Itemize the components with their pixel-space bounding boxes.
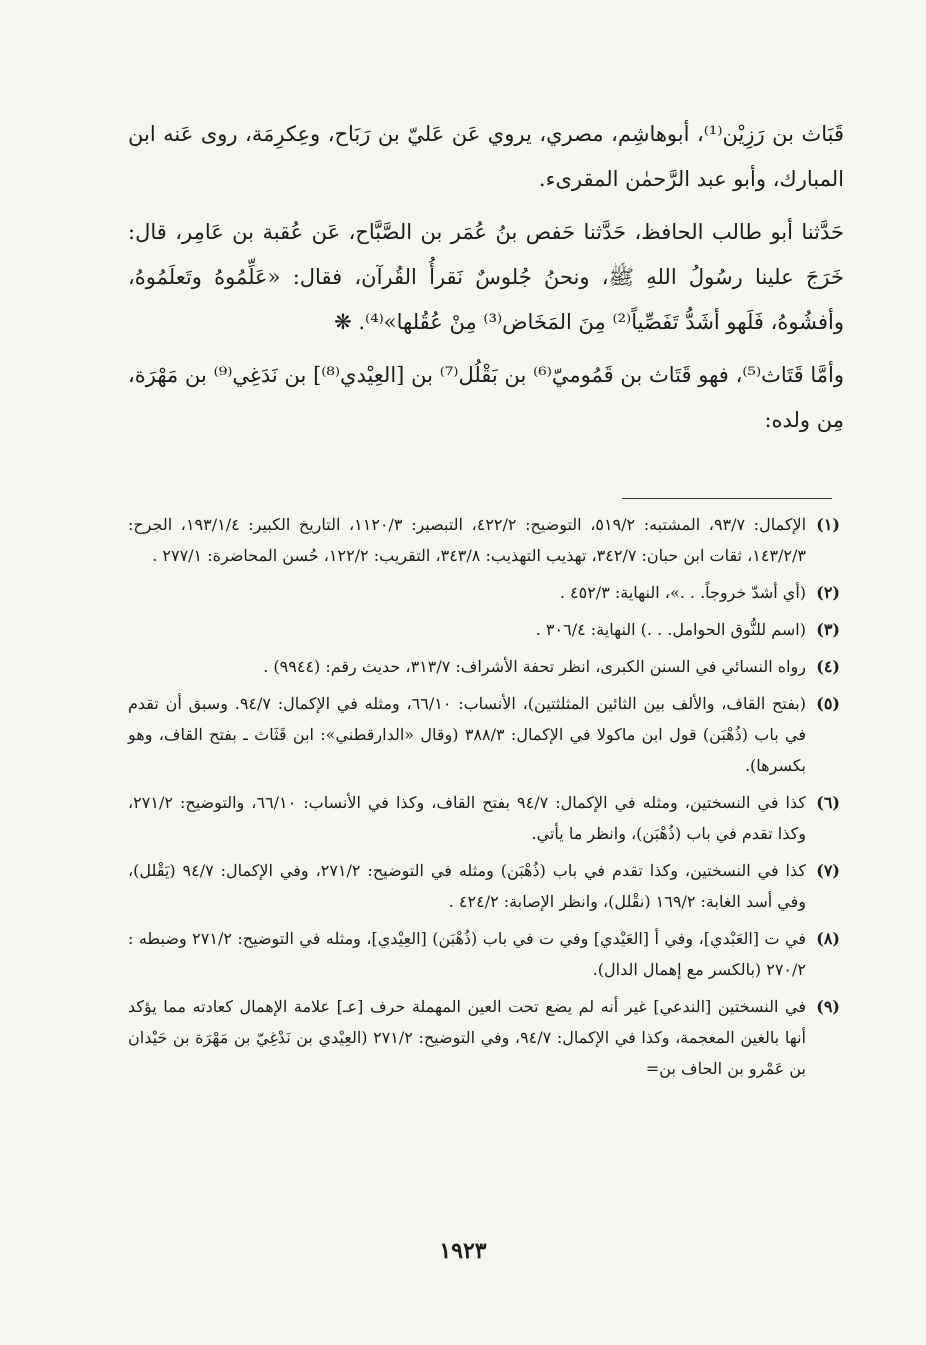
footnote-number: (٥) <box>816 694 840 713</box>
footnote <box>128 787 840 849</box>
footnote-number: (٧) <box>816 861 840 880</box>
footnote-text: (أي أشدّ خروجاً. . .»، النهاية: ٤٥٢/٣ . <box>559 583 806 602</box>
main-text <box>128 112 844 443</box>
footnotes <box>128 509 840 1090</box>
footnote <box>128 577 840 608</box>
footnote <box>128 509 840 571</box>
footnote-text: الإكمال: ٩٣/٧، المشتبه: ٥١٩/٢، التوضيح: ٤٢٢/٢، التبصير: ١١٢٠/٣، التاريخ الكبير: ١٩٣/١/٤، الجرح: ١٤٣/٢/٣، ثقات ابن حبان: ٣٤٢/٧، تهذيب التهذيب: ٣٤٣/٨، التقريب: ١٢٢/٢، حُسن المحاضرة: ٢٧٧/١ . <box>128 515 807 565</box>
footnote <box>128 614 840 645</box>
footnote-number: (٢) <box>816 583 840 602</box>
entry-paragraph: قَبَاث بن رَزِيْن⁽¹⁾، أبوهاشِم، مصري، يروي عَن عَليّ بن رَبَاح، وعِكرِمَة، روى عَنه ابن المبارك، وأبو عبد الرَّحمٰن المقرىء. <box>128 122 844 191</box>
footnote-text: (بفتح القاف، والألف بين الثائين المثلثتين)، الأنساب: ٦٦/١٠، ومثله في الإكمال: ٩٤/٧. وسبق أن تقدم في باب (ذُهْبَن) قول ابن ماكولا في الإكمال: ٣٨٨/٣ (وقال «الدارقطني»: ابن قَثَاث ـ بفتح القاف، وهو بكسرها). <box>128 694 806 775</box>
footnote-text: (اسم للنُّوق الحوامل. . .) النهاية: ٣٠٦/٤ . <box>535 620 806 639</box>
footnote <box>128 923 840 985</box>
footnote-number: (٣) <box>816 620 840 639</box>
hadith-paragraph: حَدَّثنا أبو طالب الحافظ، حَدَّثنا حَفص بنُ عُمَر بن الصَّبَّاح، عَن عُقبة بن عَامِر، قال: خَرَجَ علينا رسُولُ اللهِ ﷺ، ونحنُ جُلوسٌ نَقرأُ القُرآن، فقال: «عَلِّمُوهُ وتَعلَمُوهُ، وأفشُوهُ، فَلَهو أشَدُّ تَفَصِّياً⁽²⁾ مِنَ المَخَاض⁽³⁾ مِنْ عُقُلها»⁽⁴⁾. ❋ <box>128 220 844 334</box>
footnote-number: (٦) <box>816 793 840 812</box>
footnote <box>128 688 840 781</box>
footnote-number: (٩) <box>816 997 840 1016</box>
footnote-text: في النسختين [الندعي] غير أنه لم يضع تحت العين المهملة حرف [عـ] علامة الإهمال كعادته مما يؤكد أنها بالغين المعجمة، وكذا في الإكمال: ٩٤/٧، وفي التوضيح: ٢٧١/٢ (العِيْدي بن نَدْغِيّ بن مَهْرَة بن حَيْدان بن عَمْرو بن الحاف بن= <box>128 997 806 1078</box>
page-number: ١٩٢٣ <box>439 1238 487 1264</box>
footnote-number: (٨) <box>816 929 840 948</box>
footnote-text: كذا في النسختين، وكذا تقدم في باب (ذُهْبَن) ومثله في التوضيح: ٢٧١/٢، وفي الإكمال: ٩٤/٧ (يَقْلل)، وفي أسد الغابة: ١٦٩/٢ (نقْلل)، وانظر الإصابة: ٤٢٤/٢ . <box>128 861 806 911</box>
footnote <box>128 855 840 917</box>
lineage-paragraph: وأمَّا قَتَاث⁽⁵⁾، فهو قَتَاث بن قَمُوميّ⁽⁶⁾ بن بَقْلُل⁽⁷⁾ بن [العِيْدي⁽⁸⁾] بن نَدَغِي⁽⁹⁾ بن مَهْرَة، مِن ولده: <box>128 363 845 432</box>
footnote-text: رواه النسائي في السنن الكبرى، انظر تحفة الأشراف: ٣١٣/٧، حديث رقم: (٩٩٤٤) . <box>263 657 806 676</box>
footnote-text: في ت [العَبْدي]، وفي أ [العَيْدي] وفي ت في باب (ذُهْبَن) [العِيْدي]، ومثله في التوضيح: ٢٧١/٢ وضبطه : ٢٧٠/٢ (بالكسر مع إهمال الدال). <box>128 929 807 979</box>
footnote-number: (١) <box>816 515 840 534</box>
footnote-divider <box>622 498 832 499</box>
footnote-text: كذا في النسختين، ومثله في الإكمال: ٩٤/٧ بفتح القاف، وكذا في الأنساب: ٦٦/١٠، والتوضيح: ٢٧١/٢، وكذا تقدم في باب (ذُهْبَن)، وانظر ما يأتي. <box>128 793 806 843</box>
footnote <box>128 991 840 1084</box>
footnote <box>128 651 840 682</box>
footnote-number: (٤) <box>816 657 840 676</box>
